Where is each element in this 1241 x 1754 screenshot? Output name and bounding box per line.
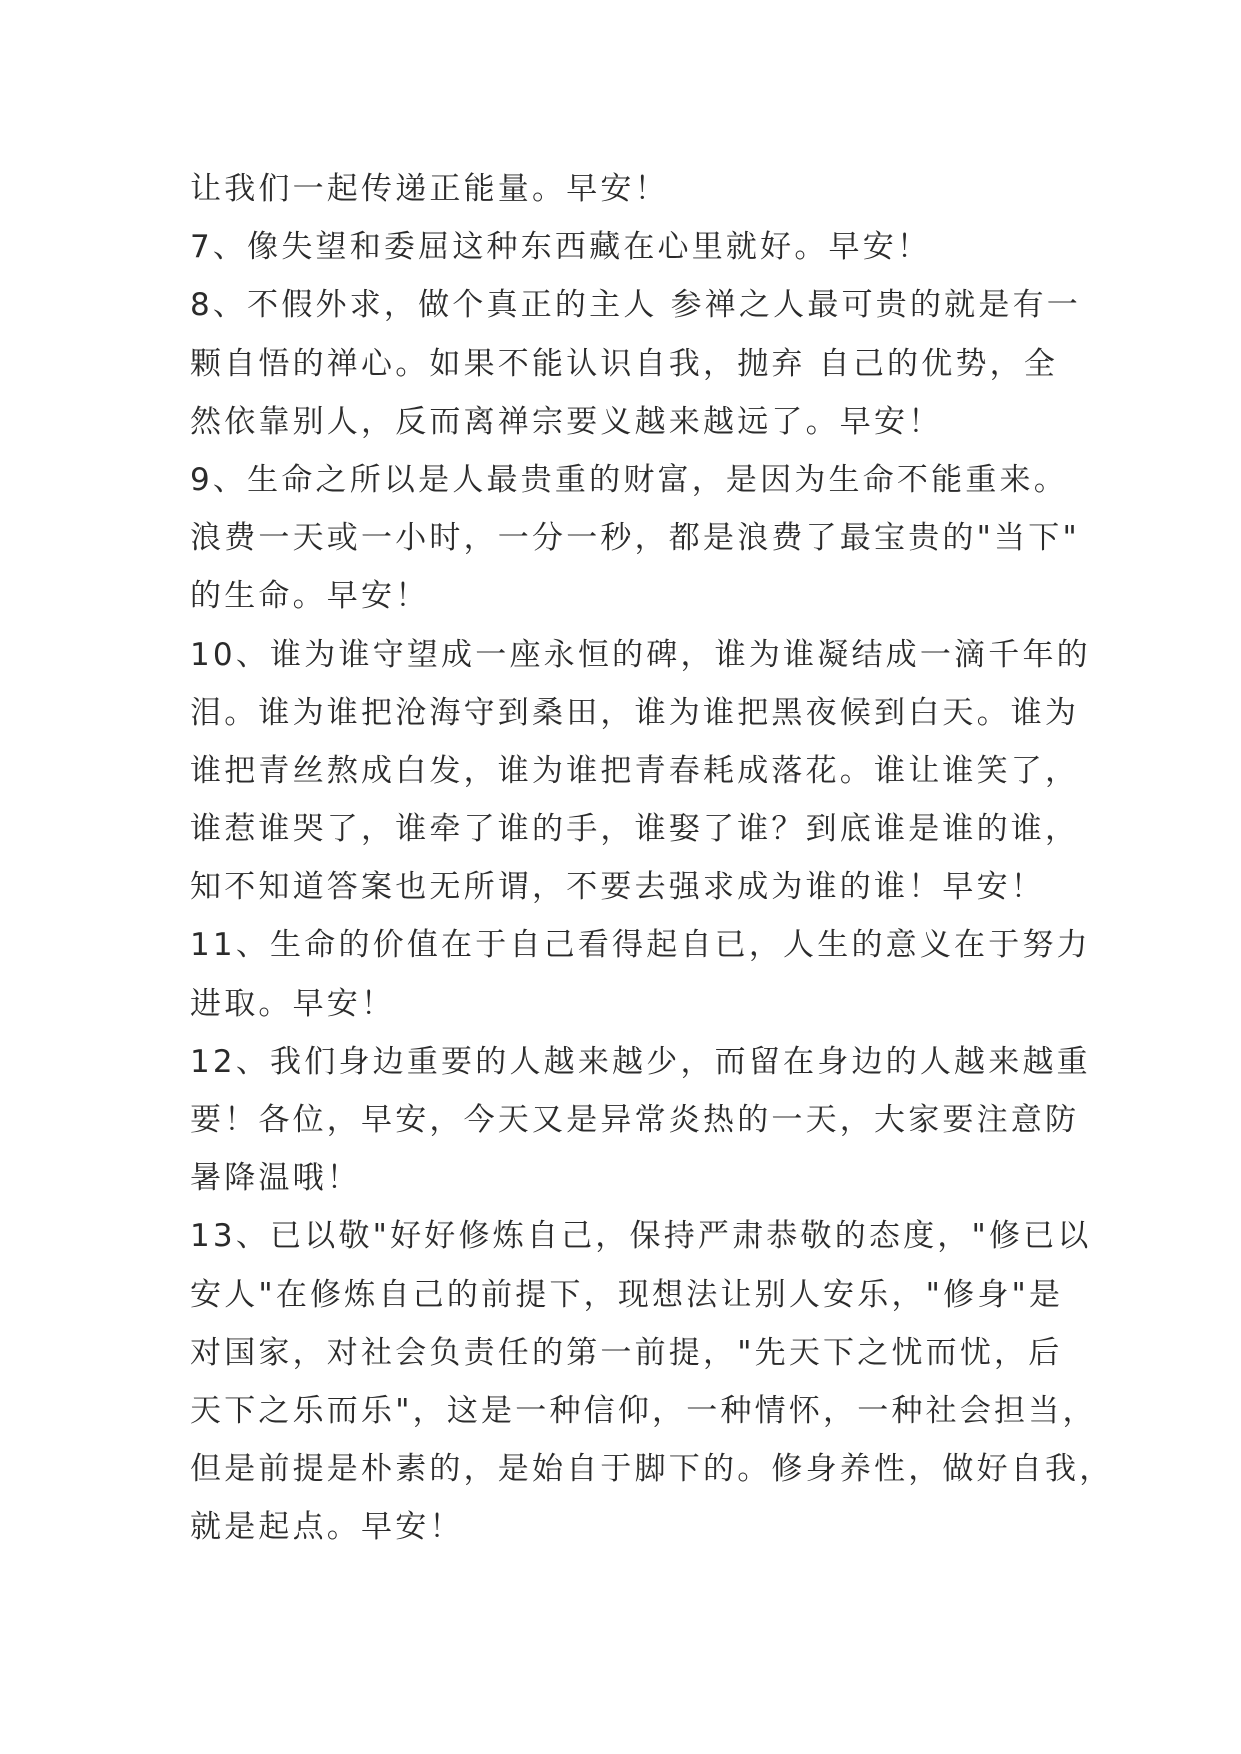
text-line: 10、谁为谁守望成一座永恒的碑，谁为谁凝结成一滴千年的	[190, 636, 1091, 673]
text-line: 12、我们身边重要的人越来越少，而留在身边的人越来越重	[190, 1043, 1091, 1080]
text-line: 颗自悟的禅心。如果不能认识自我，抛弃 自己的优势，全	[190, 345, 1059, 382]
text-line: 知不知道答案也无所谓，不要去强求成为谁的谁！早安！	[190, 869, 1045, 906]
text-line: 11、生命的价值在于自己看得起自已，人生的意义在于努力	[190, 927, 1091, 964]
text-line: 谁惹谁哭了，谁牵了谁的手，谁娶了谁？到底谁是谁的谁，	[190, 811, 1080, 848]
text-line: 的生命。早安！	[190, 578, 430, 615]
text-line: 泪。谁为谁把沧海守到桑田，谁为谁把黑夜候到白天。谁为	[190, 694, 1080, 731]
text-line: 让我们一起传递正能量。早安！	[190, 171, 669, 207]
text-line: 安人"在修炼自己的前提下，现想法让别人安乐，"修身"是	[190, 1276, 1064, 1313]
text-line: 浪费一天或一小时，一分一秒，都是浪费了最宝贵的"当下"	[190, 520, 1080, 557]
text-line: 谁把青丝熬成白发，谁为谁把青春耗成落花。谁让谁笑了，	[190, 752, 1080, 789]
text-line: 然依靠别人，反而离禅宗要义越来越远了。早安！	[190, 403, 943, 440]
text-line: 暑降温哦！	[190, 1160, 361, 1197]
text-line: 要！各位，早安，今天又是异常炎热的一天，大家要注意防	[190, 1102, 1080, 1138]
text-line: 就是起点。早安！	[190, 1509, 464, 1546]
text-line: 天下之乐而乐"，这是一种信仰，一种情怀，一种社会担当，	[190, 1392, 1097, 1429]
text-line: 8、不假外求，做个真正的主人 参禅之人最可贵的就是有一	[190, 287, 1081, 324]
text-line: 进取。早安！	[190, 985, 396, 1022]
text-line: 但是前提是朴素的，是始自于脚下的。修身养性，做好自我，	[190, 1451, 1114, 1488]
text-line: 9、生命之所以是人最贵重的财富，是因为生命不能重来。	[190, 461, 1068, 498]
text-line: 7、像失望和委屈这种东西藏在心里就好。早安！	[190, 229, 932, 266]
text-line: 对国家，对社会负责任的第一前提，"先天下之忧而忧，后	[190, 1334, 1063, 1371]
document-body	[190, 160, 1114, 1557]
text-line: 13、已以敬"好好修炼自己，保持严肃恭敬的态度，"修已以	[190, 1218, 1092, 1255]
